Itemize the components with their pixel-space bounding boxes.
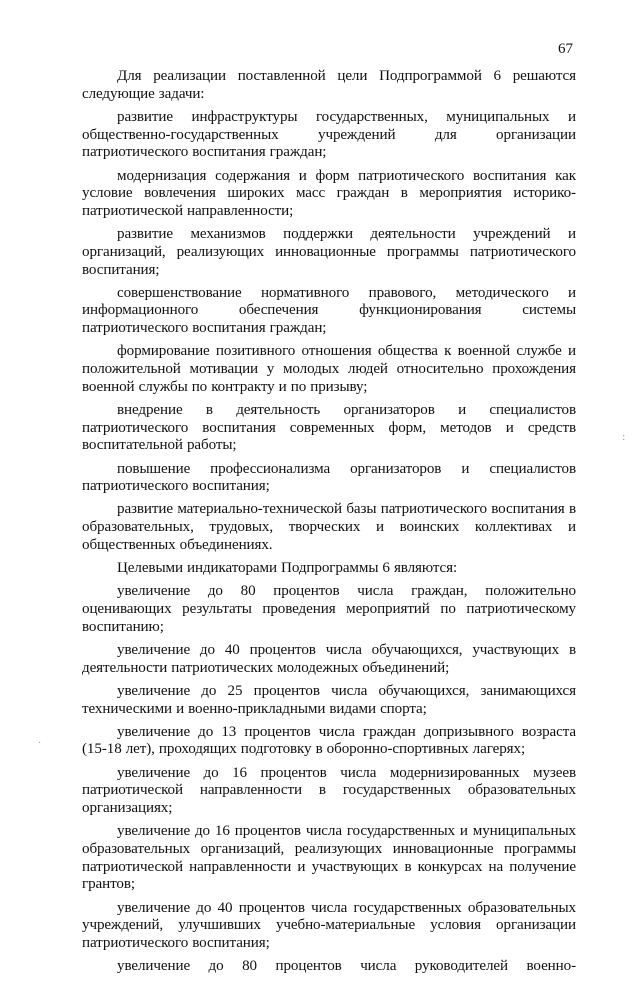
page-number: 67 (558, 41, 573, 57)
paragraph-indicators-intro: Целевыми индикаторами Подпрограммы 6 являются: (117, 560, 458, 577)
paragraph-intro: Для реализации поставленной цели Подпрограммой 6 решаются следующие задачи: (82, 68, 576, 102)
paragraph-task: формирование позитивного отношения общества к военной службе и положительной мотивации у молодых людей относительно прохождения военной службы по контракту и по призыву; (82, 343, 576, 395)
scan-speck: : (622, 432, 626, 443)
paragraph-task: развитие материально-технической базы патриотического воспитания в образовательных, трудовых, творческих и воинских коллективах и общественных объединениях. (82, 501, 576, 553)
document-body (82, 68, 576, 981)
paragraph-task: внедрение в деятельность организаторов и специалистов патриотического воспитания современных форм, методов и средств воспитательной работы; (82, 401, 576, 454)
paragraph-indicator: увеличение до 25 процентов числа обучающихся, занимающихся техническими и военно-прикладными видами спорта; (82, 682, 576, 717)
scan-speck: · (38, 738, 42, 749)
paragraph-task: совершенствование нормативного правового, методического и информационного обеспечения функционирования системы патриотического воспитания граждан; (82, 284, 576, 337)
paragraph-indicator: увеличение до 80 процентов числа руководителей военно- (117, 958, 576, 975)
paragraph-indicator: увеличение до 16 процентов числа модернизированных музеев патриотической направленности в государственных образовательных организациях; (82, 764, 576, 817)
paragraph-task: повышение профессионализма организаторов и специалистов патриотического воспитания; (82, 460, 576, 495)
paragraph-indicator: увеличение до 13 процентов числа граждан допризывного возраста (15-18 лет), проходящих подготовку в оборонно-спортивных лагерях; (82, 723, 576, 758)
paragraph-indicator: увеличение до 16 процентов числа государственных и муниципальных образовательных организаций, реализующих инновационные программы патриотической направленности и участвующих в конкурсах на получение грантов; (82, 823, 576, 893)
paragraph-task: модернизация содержания и форм патриотического воспитания как условие вовлечения широких масс граждан в мероприятия историко-патриотической направленности; (82, 167, 576, 219)
paragraph-indicator: увеличение до 40 процентов числа государственных образовательных учреждений, улучшивших учебно-материальные условия организации патриотического воспитания; (82, 899, 576, 951)
paragraph-indicator: увеличение до 80 процентов числа граждан, положительно оценивающих результаты проведения мероприятий по патриотическому воспитанию; (82, 583, 576, 635)
paragraph-indicator: увеличение до 40 процентов числа обучающихся, участвующих в деятельности патриотических молодежных объединений; (82, 641, 576, 676)
paragraph-task: развитие инфраструктуры государственных, муниципальных и общественно-государственных учреждений для организации патриотического воспитания граждан; (82, 108, 576, 161)
paragraph-task: развитие механизмов поддержки деятельности учреждений и организаций, реализующих инновационные программы патриотического воспитания; (82, 226, 576, 278)
